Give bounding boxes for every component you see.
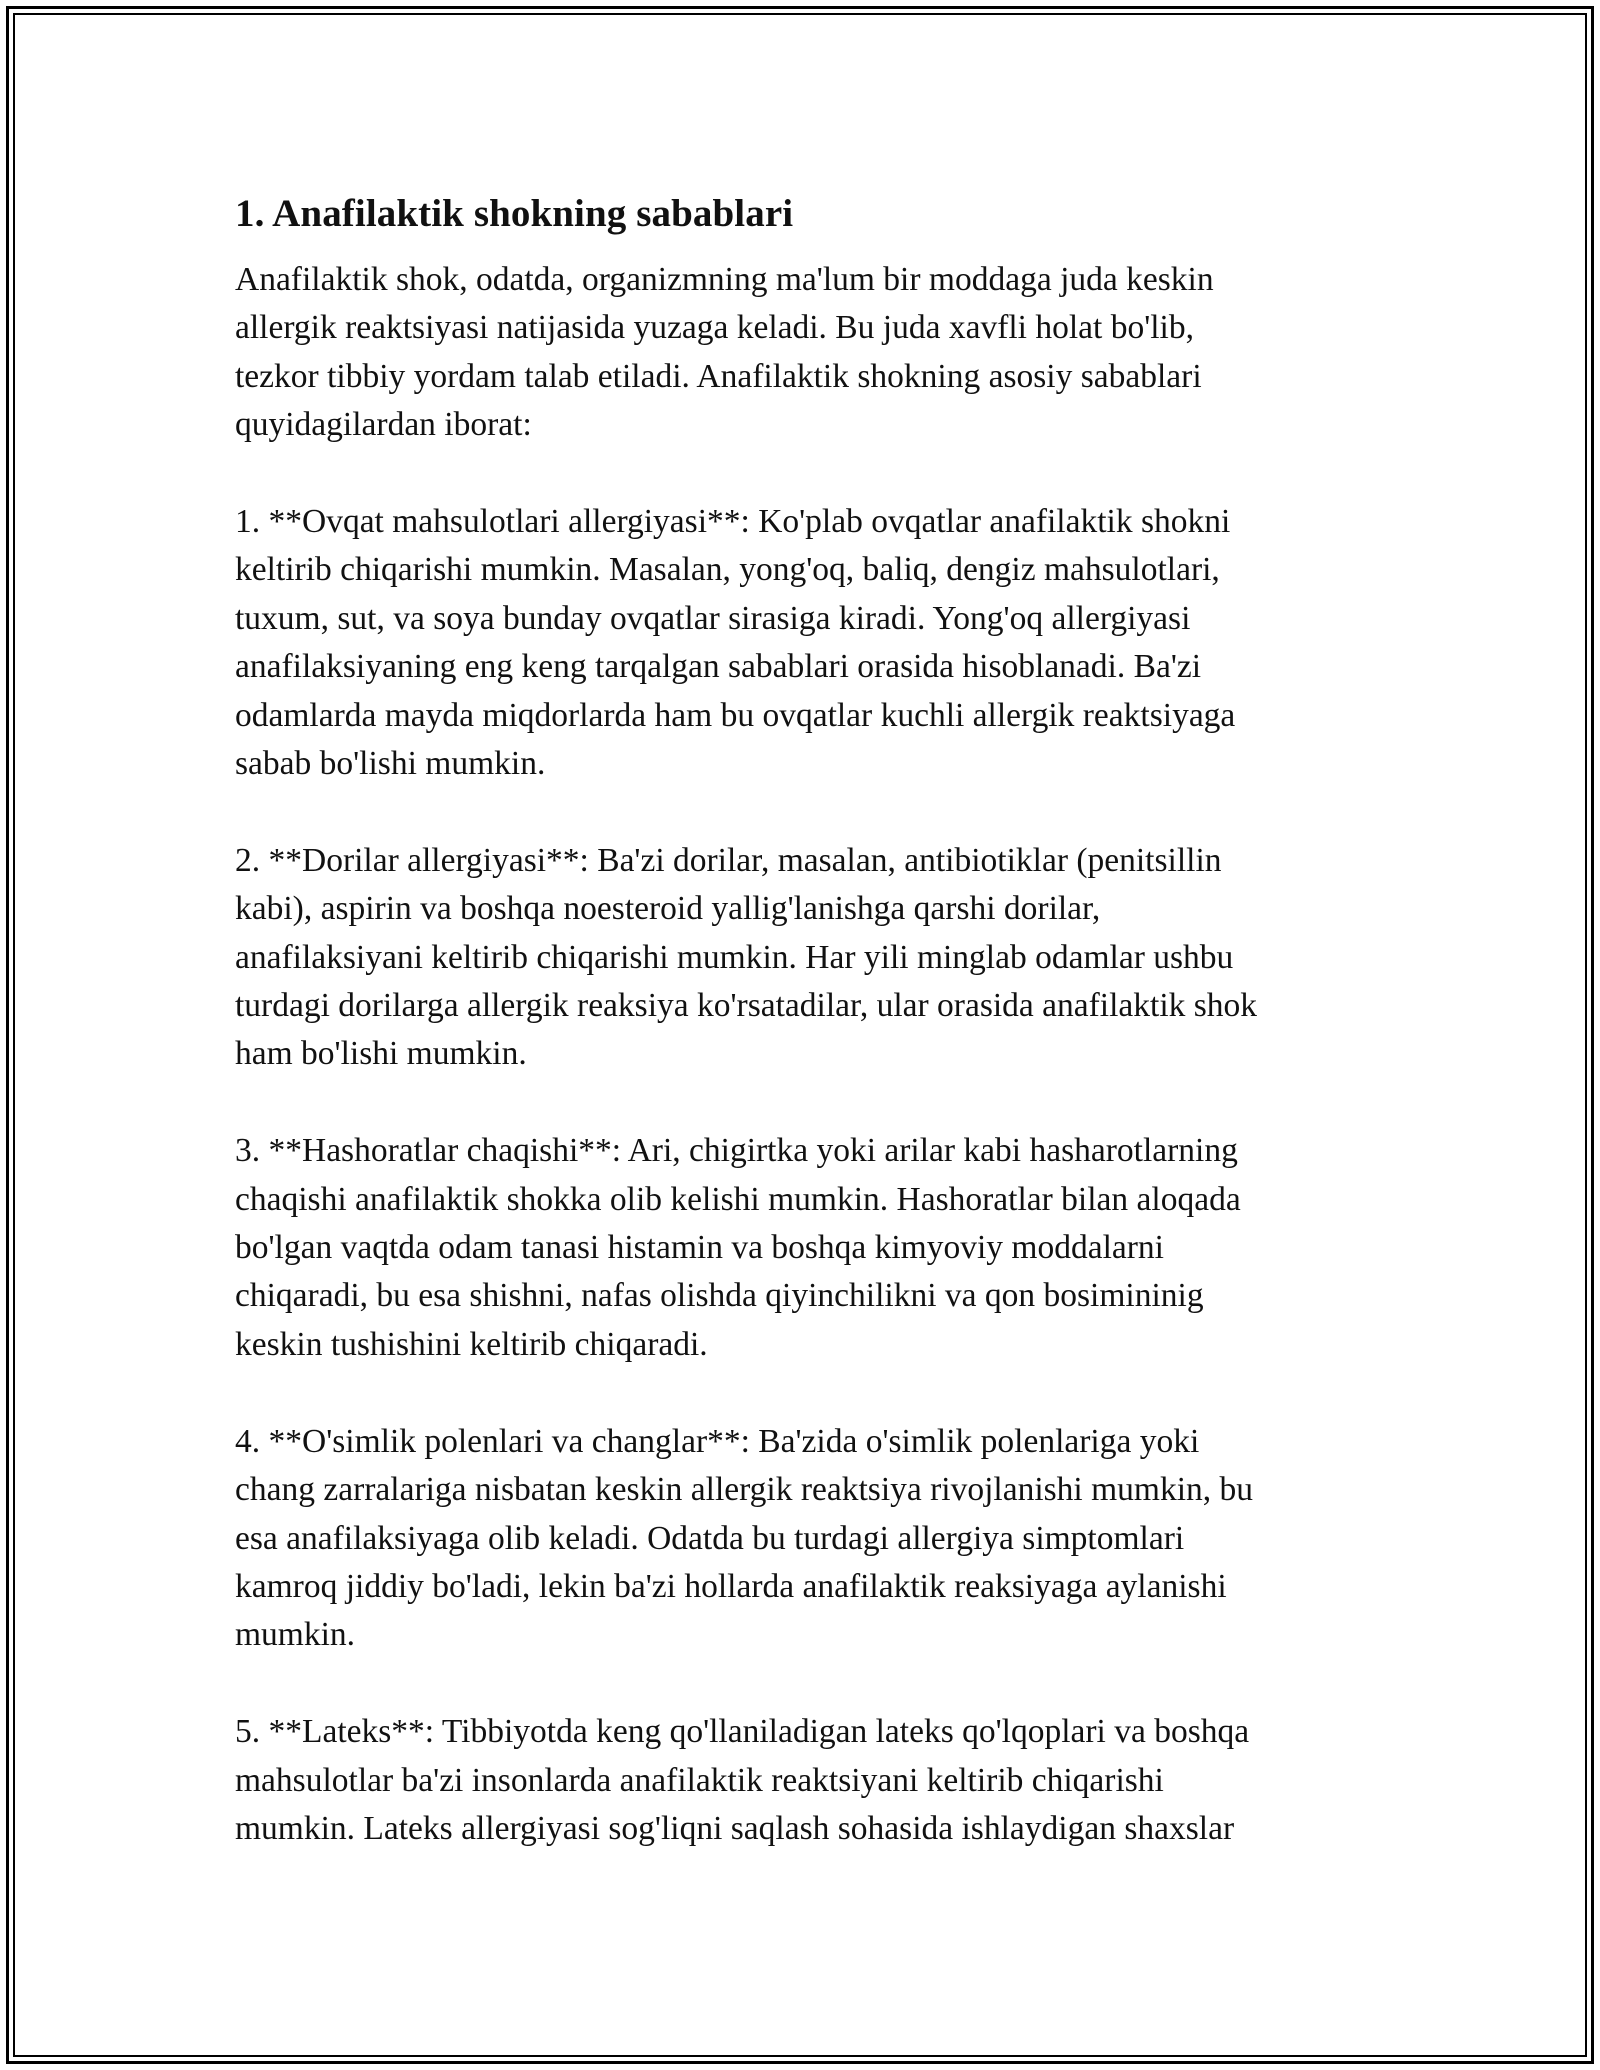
section-title: 1. Anafilaktik shokning sabablari: [235, 192, 794, 235]
list-item: 1. **Ovqat mahsulotlari allergiyasi**: Ko'plab ovqatlar anafilaktik shokni keltirib chiqarishi mumkin. Masalan, yong'oq, baliq, dengiz mahsulotlari, tuxum, sut, va soya bunday ovqatlar sirasiga kiradi. Yong'oq allergiyasi anafilaksiyaning eng keng tarqalgan sabablari orasida hisoblanadi. Ba'zi odamlarda mayda miqdorlarda ham bu ovqatlar kuchli allergik reaktsiyaga sabab bo'lishi mumkin.: [235, 503, 1236, 783]
list-item: 4. **O'simlik polenlari va changlar**: Ba'zida o'simlik polenlariga yoki chang zarralariga nisbatan keskin allergik reaktsiya rivojlanishi mumkin, bu esa anafilaksiyaga olib keladi. Odatda bu turdagi allergiya simptomlari kamroq jiddiy bo'ladi, lekin ba'zi hollarda anafilaktik reaksiyaga aylanishi mumkin.: [235, 1422, 1254, 1654]
list-item: 3. **Hashoratlar chaqishi**: Ari, chigirtka yoki arilar kabi hasharotlarning chaqishi anafilaktik shokka olib kelishi mumkin. Hashoratlar bilan aloqada bo'lgan vaqtda odam tanasi histamin va boshqa kimyoviy moddalarni chiqaradi, bu esa shishni, nafas olishda qiyinchilikni va qon bosimininig keskin tushishini keltirib chiqaradi.: [235, 1132, 1241, 1363]
list-item: 5. **Lateks**: Tibbiyotda keng qo'llaniladigan lateks qo'lqoplari va boshqa mahsulotlar ba'zi insonlarda anafilaktik reaktsiyani keltirib chiqarishi mumkin. Lateks allergiyasi sog'liqni saqlash sohasida ishlaydigan shaxslar: [235, 1713, 1250, 1847]
list-item: 2. **Dorilar allergiyasi**: Ba'zi dorilar, masalan, antibiotiklar (penitsillin kabi), aspirin va boshqa noesteroid yallig'lanishga qarshi dorilar, anafilaksiyani keltirib chiqarishi mumkin. Har yili minglab odamlar ushbu turdagi dorilarga allergik reaksiya ko'rsatadilar, ular orasida anafilaktik shok ham bo'lishi mumkin.: [235, 841, 1258, 1073]
intro-paragraph: Anafilaktik shok, odatda, organizmning ma'lum bir moddaga juda keskin allergik reaktsiyasi natijasida yuzaga keladi. Bu juda xavfli holat bo'lib, tezkor tibbiy yordam talab etiladi. Anafilaktik shokning asosiy sabablari quyidagilardan iborat:: [235, 261, 1214, 444]
document-body: [235, 186, 1370, 1902]
